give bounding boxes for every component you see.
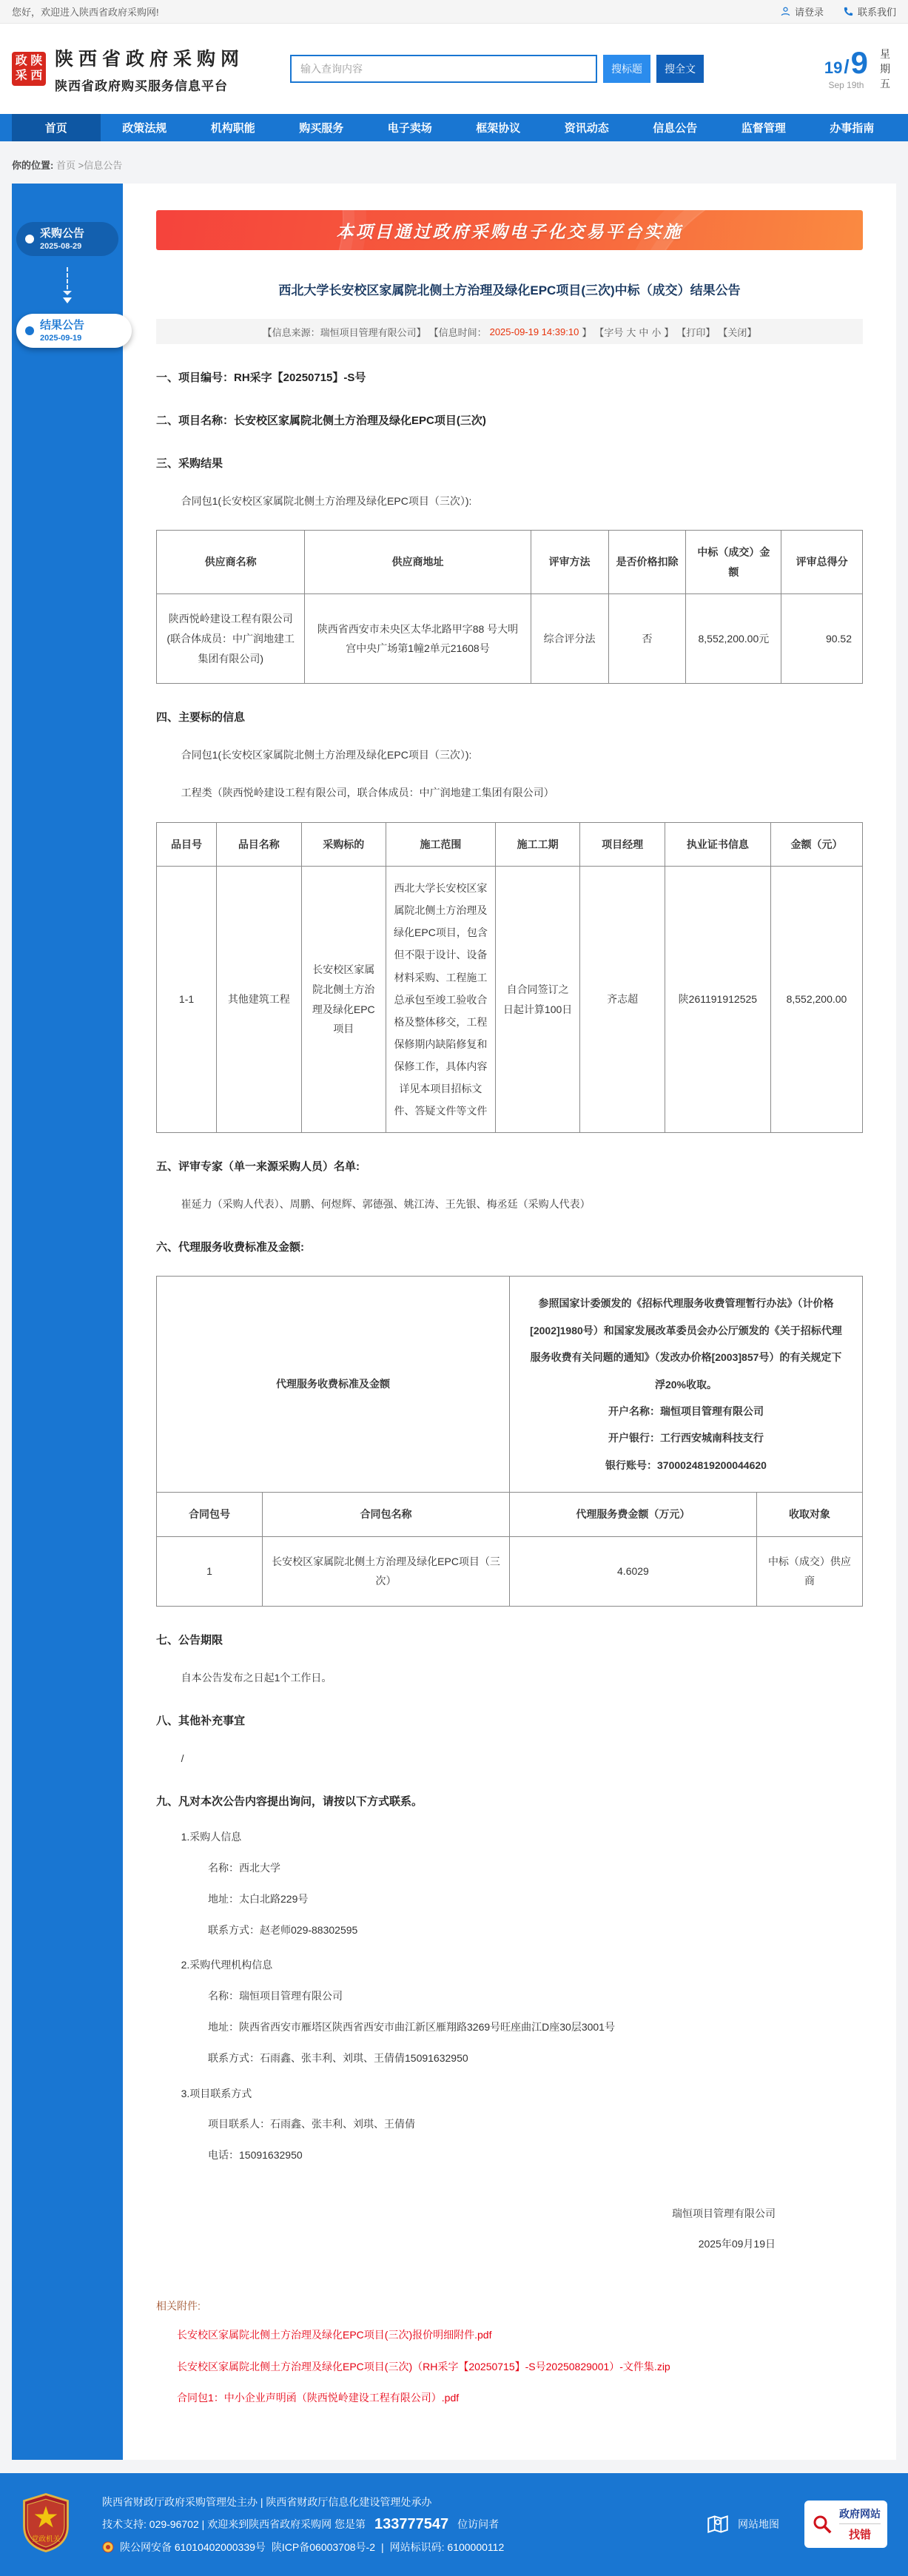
magnifier-icon <box>811 2513 833 2535</box>
step-title: 结果公告 <box>40 319 85 332</box>
site-title: 陕西省政府采购网 <box>55 48 245 70</box>
fee-desc-line: 开户银行：工行西安城南科技支行 <box>608 1432 764 1445</box>
beian-link[interactable]: 陕公网安备 61010402000339号 <box>120 2540 266 2553</box>
sitemap-label: 网站地图 <box>738 2518 779 2531</box>
main-area <box>12 184 896 2460</box>
site-header <box>0 24 908 114</box>
nav-item-policies[interactable]: 政策法规 <box>122 122 167 135</box>
date-english: Sep 19th <box>828 80 864 90</box>
search-box <box>290 55 704 83</box>
info-time-value: 2025-09-19 14:39:10 <box>489 326 579 337</box>
footer-support-line <box>102 2516 504 2533</box>
weekday-char: 五 <box>880 78 890 90</box>
nav-item-guide[interactable]: 办事指南 <box>830 122 875 135</box>
main-nav <box>0 114 908 141</box>
topbar-right <box>780 4 896 19</box>
cell-fee-standard-label: 代理服务收费标准及金额 <box>157 1277 510 1493</box>
col-supplier-name: 供应商名称 <box>157 531 305 594</box>
cell-construction-period: 自合同签订之日起计算100日 <box>495 867 579 1133</box>
purchaser-name: 名称：西北大学 <box>208 1862 280 1874</box>
footer-support-suffix: 位访问者 <box>457 2518 500 2531</box>
section-subject-note1: 合同包1(长安校区家属院北侧土方治理及绿化EPC项目（三次）): <box>181 749 472 761</box>
footer-organizer-line: 陕西省财政厅政府采购管理处主办 | 陕西省财政厅信息化建设管理处承办 <box>102 2495 432 2508</box>
font-size-label: 【字号 <box>594 326 624 338</box>
badge-gov-site-label: 政府网站 <box>839 2506 881 2524</box>
nav-item-news[interactable]: 资讯动态 <box>564 122 609 135</box>
purchaser-info-title: 1.采购人信息 <box>181 1831 242 1843</box>
fee-desc-line: 参照国家计委颁发的《招标代理服务收费管理暂行办法》（计价格[2002]1980号）和国家发展改革委员会办公厅颁发的《关于招标代理服务收费有关问题的通知》（发改办价格[2003]857号）的有关规定下浮20%收取。 <box>530 1297 842 1390</box>
result-table <box>156 530 863 684</box>
col-project-manager: 项目经理 <box>580 822 665 867</box>
purchaser-contact: 联系方式：赵老师029-88302595 <box>208 1923 358 1936</box>
subject-table <box>156 822 863 1134</box>
breadcrumb-separator: > <box>78 160 84 171</box>
site-footer <box>0 2473 908 2576</box>
attachments <box>156 2298 863 2408</box>
platform-banner-text: 本项目通过政府采购电子化交易平台实施 <box>336 221 683 241</box>
cell-total-score: 90.52 <box>781 594 863 684</box>
table-header-row <box>157 531 863 594</box>
print-button[interactable]: 【打印】 <box>676 326 716 338</box>
attachment-link-sme-declaration[interactable]: 合同包1：中小企业声明函（陕西悦岭建设工程有限公司）.pdf <box>177 2392 460 2404</box>
col-package-number: 合同包号 <box>157 1493 263 1537</box>
section-experts-heading: 五、评审专家（单一来源采购人员）名单: <box>156 1160 360 1174</box>
step-date: 2025-09-19 <box>40 334 82 343</box>
cell-item-name: 其他建筑工程 <box>217 867 301 1133</box>
section-result-heading: 三、采购结果 <box>156 457 223 470</box>
site-logo[interactable] <box>12 52 46 86</box>
section-agency-fee-heading: 六、代理服务收费标准及金额: <box>156 1241 304 1254</box>
attachment-link-file-set[interactable]: 长安校区家属院北侧土方治理及绿化EPC项目(三次)（RH采字【20250715】-S号20250829001）-文件集.zip <box>177 2360 670 2372</box>
table-row <box>157 1277 863 1493</box>
project-contact-person: 项目联系人：石雨鑫、张丰利、刘琪、王倩倩 <box>208 2118 415 2131</box>
col-total-score: 评审总得分 <box>781 531 863 594</box>
table-row <box>157 867 863 1133</box>
section-period-body: 自本公告发布之日起1个工作日。 <box>181 1671 332 1684</box>
col-item-name: 品目名称 <box>217 822 301 867</box>
footer-separator: | <box>380 2540 384 2553</box>
attachments-label: 相关附件: <box>156 2300 201 2313</box>
section-other-body: / <box>181 1752 184 1765</box>
section-subject-heading: 四、主要标的信息 <box>156 711 246 724</box>
date-widget <box>824 47 896 91</box>
login-link[interactable] <box>780 4 824 19</box>
col-award-amount: 中标（成交）金额 <box>686 531 781 594</box>
cell-supplier-name: 陕西悦岭建设工程有限公司(联合体成员：中广润地建工集团有限公司) <box>157 594 305 684</box>
content-card <box>123 184 896 2460</box>
cell-package-number: 1 <box>157 1536 263 1606</box>
page-title: 西北大学长安校区家属院北侧土方治理及绿化EPC项目(三次)中标（成交）结果公告 <box>278 283 741 297</box>
party-gov-emblem-icon <box>21 2492 71 2557</box>
cell-supplier-address: 陕西省西安市未央区太华北路甲字88 号大明宫中央广场第1幢2单元21608号 <box>305 594 531 684</box>
date-numbers <box>824 47 868 90</box>
signature-date: 2025年09月19日 <box>698 2237 776 2250</box>
phone-icon <box>843 6 854 17</box>
gov-site-error-report-badge[interactable] <box>804 2501 887 2548</box>
timeline-arrow-icon <box>12 256 123 314</box>
info-time-suffix: 】 <box>582 326 592 338</box>
step-date: 2025-08-29 <box>40 242 82 251</box>
signature-block <box>156 2199 863 2259</box>
info-source: 【信息来源：瑞恒项目管理有限公司】 <box>262 326 426 338</box>
col-procurement-subject: 采购标的 <box>301 822 386 867</box>
cell-fee-payer: 中标（成交）供应商 <box>756 1536 862 1606</box>
col-package-name: 合同包名称 <box>263 1493 510 1537</box>
logo-char: 陕 <box>30 54 43 67</box>
table-row <box>157 594 863 684</box>
section-subject-note2: 工程类（陕西悦岭建设工程有限公司，联合体成员：中广润地建工集团有限公司） <box>181 787 554 799</box>
font-size-large[interactable]: 大 <box>626 326 636 338</box>
font-size-medium[interactable]: 中 <box>639 326 649 338</box>
sitemap-icon <box>705 2512 730 2537</box>
breadcrumb-label: 你的位置: <box>12 160 54 171</box>
top-bar <box>0 0 908 24</box>
weekday-label <box>880 47 890 91</box>
attachment-link-quote-detail[interactable]: 长安校区家属院北侧土方治理及绿化EPC项目(三次)报价明细附件.pdf <box>177 2329 492 2341</box>
agency-info-title: 2.采购代理机构信息 <box>181 1959 273 1971</box>
icp-link[interactable]: 陕ICP备06003708号-2 <box>271 2540 375 2553</box>
section-contact-heading: 九、凡对本次公告内容提出询问，请按以下方式联系。 <box>156 1795 423 1809</box>
col-price-deduction: 是否价格扣除 <box>608 531 686 594</box>
col-fee-amount: 代理服务费金额（万元） <box>509 1493 756 1537</box>
cell-construction-scope: 西北大学长安校区家属院北侧土方治理及绿化EPC项目，包含但不限于设计、设备材料采购、工程施工总承包至竣工验收合格及整体移交，工程保修期内缺陷修复和保修工作，具体内容详见本项目招标文件、答疑文件等文件 <box>386 867 496 1133</box>
timeline-sidebar <box>12 184 123 2460</box>
logo-char: 西 <box>30 70 43 83</box>
footer-support-prefix: 技术支持: 029-96702 | 欢迎来到陕西省政府采购网 您是第 <box>102 2518 366 2531</box>
welcome-text: 您好，欢迎进入陕西省政府采购网! <box>12 7 159 18</box>
sidebar-step-procurement-notice[interactable] <box>16 222 118 256</box>
agency-fee-table <box>156 1276 863 1607</box>
nav-item-purchase-service[interactable]: 购买服务 <box>299 122 344 135</box>
weekday-char: 星 <box>880 47 890 60</box>
nav-item-emall[interactable]: 电子卖场 <box>387 122 432 135</box>
project-contact-title: 3.项目联系方式 <box>181 2087 252 2099</box>
col-item-number: 品目号 <box>157 822 217 867</box>
agency-name: 名称：瑞恒项目管理有限公司 <box>208 1990 343 2002</box>
info-time-prefix: 【信息时间： <box>428 326 487 338</box>
col-amount: 金额（元） <box>770 822 862 867</box>
step-dot-icon <box>25 326 34 335</box>
platform-banner <box>156 210 863 250</box>
footer-right <box>705 2501 887 2548</box>
visitor-count: 133777547 <box>374 2515 449 2532</box>
footer-registration-line <box>102 2540 504 2555</box>
nav-item-framework[interactable]: 框架协议 <box>476 122 521 135</box>
nav-item-functions[interactable]: 机构职能 <box>210 122 255 135</box>
contact-us-link[interactable] <box>843 4 896 19</box>
table-header-row <box>157 1493 863 1537</box>
cell-project-manager: 齐志超 <box>580 867 665 1133</box>
col-license-info: 执业证书信息 <box>665 822 770 867</box>
table-row <box>157 1536 863 1606</box>
cell-fee-amount: 4.6029 <box>509 1536 756 1606</box>
date-slash: / <box>844 56 850 78</box>
login-label: 请登录 <box>794 7 824 18</box>
col-supplier-address: 供应商地址 <box>305 531 531 594</box>
sitemap-link[interactable] <box>705 2512 779 2537</box>
section-period-heading: 七、公告期限 <box>156 1633 223 1647</box>
cell-review-method: 综合评分法 <box>531 594 608 684</box>
agency-contact: 联系方式：石雨鑫、张丰利、刘琪、王倩倩15091632950 <box>208 2051 468 2064</box>
fee-desc-line: 银行账号：3700024819200044620 <box>605 1459 767 1471</box>
breadcrumb-current: 信息公告 <box>84 160 123 171</box>
cell-procurement-subject: 长安校区家属院北侧土方治理及绿化EPC项目 <box>301 867 386 1133</box>
col-fee-payer: 收取对象 <box>756 1493 862 1537</box>
search-fulltext-button[interactable]: 搜全文 <box>656 55 704 83</box>
cell-price-deduction: 否 <box>608 594 686 684</box>
step-title: 采购公告 <box>40 227 85 240</box>
cell-fee-standard-desc <box>509 1277 862 1493</box>
project-contact-phone: 电话：15091632950 <box>208 2149 303 2162</box>
cell-item-number: 1-1 <box>157 867 217 1133</box>
nav-item-announcements[interactable]: 信息公告 <box>653 122 698 135</box>
table-header-row <box>157 822 863 867</box>
agency-address: 地址：陕西省西安市雁塔区陕西省西安市曲江新区雁翔路3269号旺座曲江D座30层3001号 <box>208 2021 615 2034</box>
date-month: 9 <box>850 45 868 80</box>
public-security-badge-icon <box>102 2541 114 2553</box>
col-construction-scope: 施工范围 <box>386 822 496 867</box>
site-subtitle: 陕西省政府购买服务信息平台 <box>55 78 228 93</box>
footer-text <box>102 2488 504 2561</box>
site-names <box>55 44 244 94</box>
expert-names: 崔延力（采购人代表）、周鹏、何煜辉、郭德强、姚江涛、王先银、梅丞廷（采购人代表） <box>181 1198 591 1211</box>
breadcrumb <box>0 141 908 184</box>
svg-text:党政机关: 党政机关 <box>31 2535 61 2543</box>
nav-item-home[interactable]: 首页 <box>12 114 101 141</box>
cell-license-info: 陕261191912525 <box>665 867 770 1133</box>
contact-us-label: 联系我们 <box>857 7 896 18</box>
weekday-char: 期 <box>880 62 890 75</box>
logo-char: 采 <box>15 70 27 83</box>
purchaser-address: 地址：太白北路229号 <box>208 1892 309 1905</box>
user-icon <box>780 6 791 17</box>
fee-desc-line: 开户名称：瑞恒项目管理有限公司 <box>608 1405 764 1417</box>
col-review-method: 评审方法 <box>531 531 608 594</box>
section-project-number: 一、项目编号：RH采字【20250715】-S号 <box>156 371 366 384</box>
step-dot-icon <box>25 235 34 243</box>
sidebar-step-result-notice[interactable] <box>16 314 132 348</box>
nav-item-supervision[interactable]: 监督管理 <box>741 122 786 135</box>
breadcrumb-home[interactable]: 首页 <box>56 160 75 171</box>
search-title-button[interactable]: 搜标题 <box>603 55 650 83</box>
logo-char: 政 <box>15 54 27 67</box>
cell-award-amount: 8,552,200.00元 <box>686 594 781 684</box>
cell-package-name: 长安校区家属院北侧土方治理及绿化EPC项目（三次） <box>263 1536 510 1606</box>
date-day: 19 <box>824 58 843 77</box>
col-construction-period: 施工工期 <box>495 822 579 867</box>
article-meta-bar <box>156 319 863 344</box>
font-size-suffix: 】 <box>664 326 674 338</box>
signature-org: 瑞恒项目管理有限公司 <box>672 2207 776 2219</box>
cell-amount: 8,552,200.00 <box>770 867 862 1133</box>
search-input[interactable] <box>290 55 597 83</box>
section-result-note: 合同包1(长安校区家属院北侧土方治理及绿化EPC项目（三次）): <box>181 495 472 507</box>
section-project-name: 二、项目名称：长安校区家属院北侧土方治理及绿化EPC项目(三次) <box>156 414 486 427</box>
close-button[interactable]: 【关闭】 <box>718 326 757 338</box>
site-code: 网站标识码: 6100000112 <box>389 2540 505 2553</box>
badge-find-error-label: 找错 <box>848 2529 871 2542</box>
font-size-small[interactable]: 小 <box>651 326 662 338</box>
section-other-heading: 八、其他补充事宜 <box>156 1715 246 1728</box>
